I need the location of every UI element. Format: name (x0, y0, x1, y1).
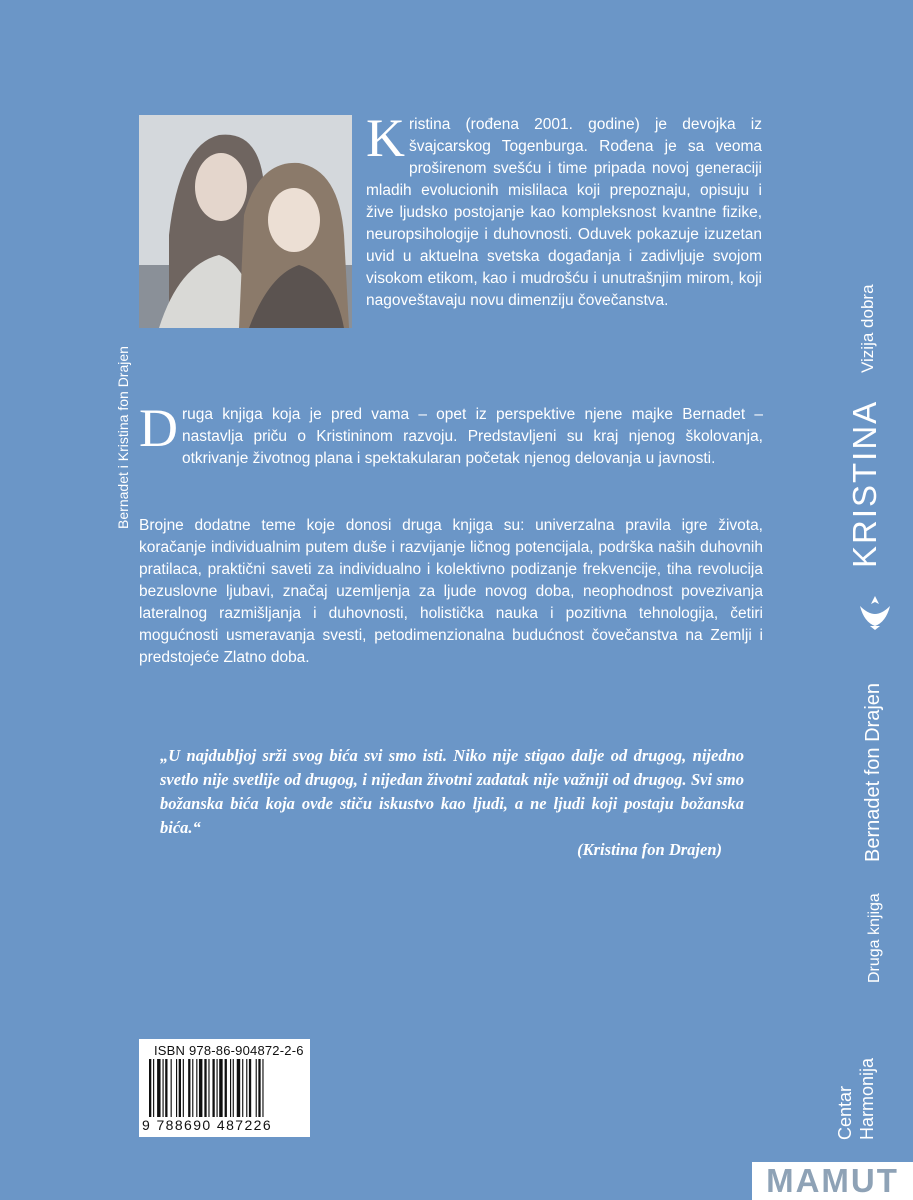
spine-series: Vizija dobra (858, 284, 877, 373)
description-dropcap: D (139, 398, 178, 458)
photo-caption (108, 330, 138, 545)
photo-illustration (139, 115, 352, 328)
spine-volume: Druga knjiga (866, 893, 883, 983)
bio-dropcap: K (366, 108, 405, 168)
author-photo (139, 115, 352, 328)
isbn-barcode (139, 1039, 310, 1137)
spine-publisher (834, 1058, 878, 1140)
bio-paragraph (366, 108, 762, 312)
description-text: ruga knjiga koja je pred vama – opet iz perspektive njene majke Bernadet – nastavlja priču o Kristininom razvoju. Predstavljeni su kraj njenog školovanja, otkrivanje životnog plana i spektakularan početak njenog delovanja u javnosti. (182, 406, 763, 467)
spine-author: Bernadet fon Drajen (862, 682, 884, 862)
quote-author: (Kristina fon Drajen) (577, 840, 722, 859)
mamut-watermark: MAMUT (752, 1162, 913, 1200)
spine-title: KRISTINA (846, 399, 883, 568)
isbn-label: ISBN 978-86-904872-2-6 (154, 1043, 304, 1058)
photo-caption-text: Bernadet i Kristina fon Drajen (115, 346, 131, 529)
spine-publisher-line2: Harmonija (857, 1057, 877, 1140)
bio-text: ristina (rođena 2001. godine) je devojka iz švajcarskog Togenburga. Rođena je sa veoma proširenom svešću i time pripada novoj generaciji mladih evolucionih mislilaca koji prepoznaju, opisuju i žive ljudsko postojanje kao kompleksnost kvantne fizike, neuropsihologije i duhovnosti. Oduvek pokazuje izuzetan uvid u aktuelna svetska događanja i zadivljuje svojom visokom etikom, kao i mudrošću i unutrašnjim mirom, koji nagoveštavaju novu dimenziju čovečanstva. (366, 116, 762, 309)
barcode-digits: 9 788690 487226 (142, 1117, 272, 1133)
themes-paragraph: Brojne dodatne teme koje donosi druga knjiga su: univerzalna pravila igre života, koračanje individualnim putem duše i razvijanje ličnog potencijala, podrška naših duhovnih pratilaca, praktični saveti za individualno i kolektivno podizanje frekvencije, tiha revolucija bezuslovne ljubavi, značaj uzemljenja za ljude novog doba, neophodnost povezivanja lateralnog razmišljanja i duhovnosti, holistička nauka i pozitivna tehnologija, četiri mogućnosti usmeravanja svesti, petodimenzionalna budućnost čovečanstva na Zemlji i predstojeće Zlatno doba. (139, 517, 763, 666)
spine-publisher-line1: Centar (835, 1085, 855, 1140)
description-paragraph (139, 398, 763, 470)
quote-text: „U najdubljoj srži svog bića svi smo isti. Niko nije stigao dalje od drugog, nijedno svetlo nije svetlije od drugog, i nijedan životni zadatak nije važniji od drugog. Svi smo božanska bića koja ovde stiču iskustvo kao ljudi, a ne ljudi koji postaju božanska bića.“ (160, 746, 744, 837)
dove-logo-icon (858, 592, 892, 630)
barcode-bars (149, 1059, 299, 1117)
